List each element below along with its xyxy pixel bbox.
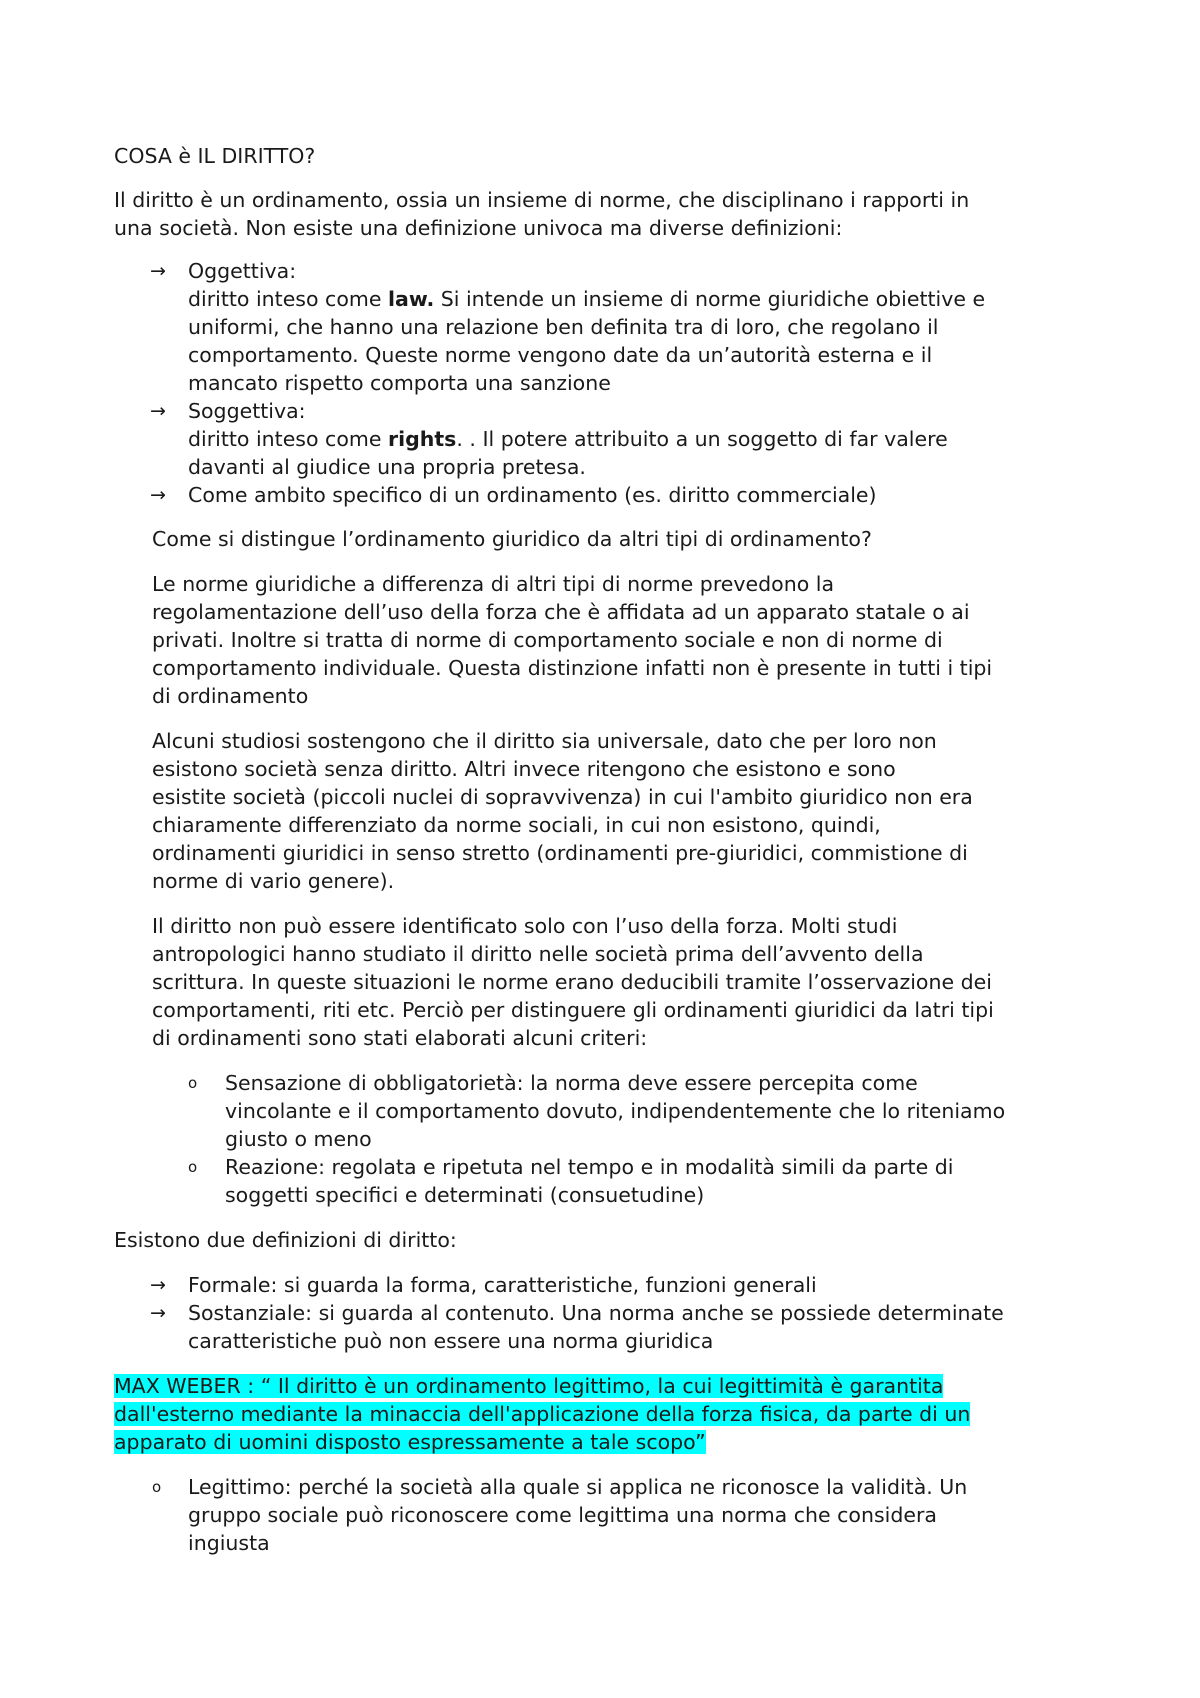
document-title: COSA è IL DIRITTO? [114, 144, 316, 168]
arrow-bullet-icon: → [150, 260, 166, 282]
criterion-line: soggetti specifici e determinati (consuetudine) [225, 1183, 705, 1207]
arrow-bullet-icon: → [150, 1274, 166, 1296]
weber-quote-line: dall'esterno mediante la minaccia dell'applicazione della forza fisica, da parte di un [114, 1402, 971, 1426]
paragraph-line: Il diritto non può essere identificato solo con l’uso della forza. Molti studi [152, 914, 898, 938]
section-question: Come si distingue l’ordinamento giuridico da altri tipi di ordinamento? [152, 527, 872, 551]
criterion-line: Sensazione di obbligatorietà: la norma deve essere percepita come [225, 1071, 918, 1095]
criterion-line: giusto o meno [225, 1127, 372, 1151]
paragraph-line: chiaramente differenziato da norme sociali, in cui non esistono, quindi, [152, 813, 881, 837]
definition-text: Come ambito specifico di un ordinamento (es. diritto commerciale) [188, 483, 877, 507]
paragraph-line: norme di vario genere). [152, 869, 395, 893]
weber-quote-line: MAX WEBER : “ Il diritto è un ordinamento legittimo, la cui legittimità è garantita [114, 1374, 944, 1398]
definition-text: Formale: si guarda la forma, caratteristiche, funzioni generali [188, 1273, 817, 1297]
arrow-bullet-icon: → [150, 484, 166, 506]
criterion-line: gruppo sociale può riconoscere come legittima una norma che considera [188, 1503, 937, 1527]
paragraph-line: privati. Inoltre si tratta di norme di comportamento sociale e non di norme di [152, 628, 943, 652]
criterion-line: vincolante e il comportamento dovuto, indipendentemente che lo riteniamo [225, 1099, 1006, 1123]
bold-term: law. [387, 287, 435, 311]
definition-text: diritto inteso come law. Si intende un insieme di norme giuridiche obiettive e [188, 287, 986, 311]
section-intro: Esistono due definizioni di diritto: [114, 1228, 457, 1252]
paragraph-line: esistono società senza diritto. Altri invece ritengono che esistono e sono [152, 757, 896, 781]
paragraph-line: comportamenti, riti etc. Perciò per distinguere gli ordinamenti giuridici da latri tipi [152, 998, 994, 1022]
definition-text: diritto inteso come rights. . Il potere attribuito a un soggetto di far valere [188, 427, 948, 451]
intro-line: Il diritto è un ordinamento, ossia un insieme di norme, che disciplinano i rapporti in [114, 188, 970, 212]
definition-text: Sostanziale: si guarda al contenuto. Una norma anche se possiede determinate [188, 1301, 1004, 1325]
circle-bullet-icon: o [152, 1478, 162, 1496]
circle-bullet-icon: o [188, 1074, 198, 1092]
paragraph-line: di ordinamento [152, 684, 309, 708]
intro-line: una società. Non esiste una definizione univoca ma diverse definizioni: [114, 216, 843, 240]
definition-text: comportamento. Queste norme vengono date da un’autorità esterna e il [188, 343, 933, 367]
criterion-line: Legittimo: perché la società alla quale si applica ne riconosce la validità. Un [188, 1475, 968, 1499]
criterion-line: Reazione: regolata e ripetuta nel tempo e in modalità simili da parte di [225, 1155, 954, 1179]
weber-quote-line: apparato di uomini disposto espressamente a tale scopo” [114, 1430, 706, 1454]
paragraph-line: di ordinamenti sono stati elaborati alcuni criteri: [152, 1026, 648, 1050]
definition-text: davanti al giudice una propria pretesa. [188, 455, 586, 479]
criterion-line: ingiusta [188, 1531, 270, 1555]
bold-term: rights [387, 427, 457, 451]
definition-label: Soggettiva: [188, 399, 306, 423]
paragraph-line: antropologici hanno studiato il diritto nelle società prima dell’avvento della [152, 942, 924, 966]
paragraph-line: regolamentazione dell’uso della forza che è affidata ad un apparato statale o ai [152, 600, 970, 624]
definition-text: mancato rispetto comporta una sanzione [188, 371, 611, 395]
circle-bullet-icon: o [188, 1158, 198, 1176]
paragraph-line: Le norme giuridiche a differenza di altri tipi di norme prevedono la [152, 572, 835, 596]
definition-text: uniformi, che hanno una relazione ben definita tra di loro, che regolano il [188, 315, 939, 339]
definition-label: Oggettiva: [188, 259, 297, 283]
paragraph-line: ordinamenti giuridici in senso stretto (ordinamenti pre-giuridici, commistione di [152, 841, 968, 865]
paragraph-line: Alcuni studiosi sostengono che il diritto sia universale, dato che per loro non [152, 729, 937, 753]
paragraph-line: esistite società (piccoli nuclei di sopravvivenza) in cui l'ambito giuridico non era [152, 785, 973, 809]
definition-text: caratteristiche può non essere una norma giuridica [188, 1329, 714, 1353]
arrow-bullet-icon: → [150, 400, 166, 422]
paragraph-line: comportamento individuale. Questa distinzione infatti non è presente in tutti i tipi [152, 656, 993, 680]
arrow-bullet-icon: → [150, 1302, 166, 1324]
paragraph-line: scrittura. In queste situazioni le norme erano deducibili tramite l’osservazione dei [152, 970, 992, 994]
